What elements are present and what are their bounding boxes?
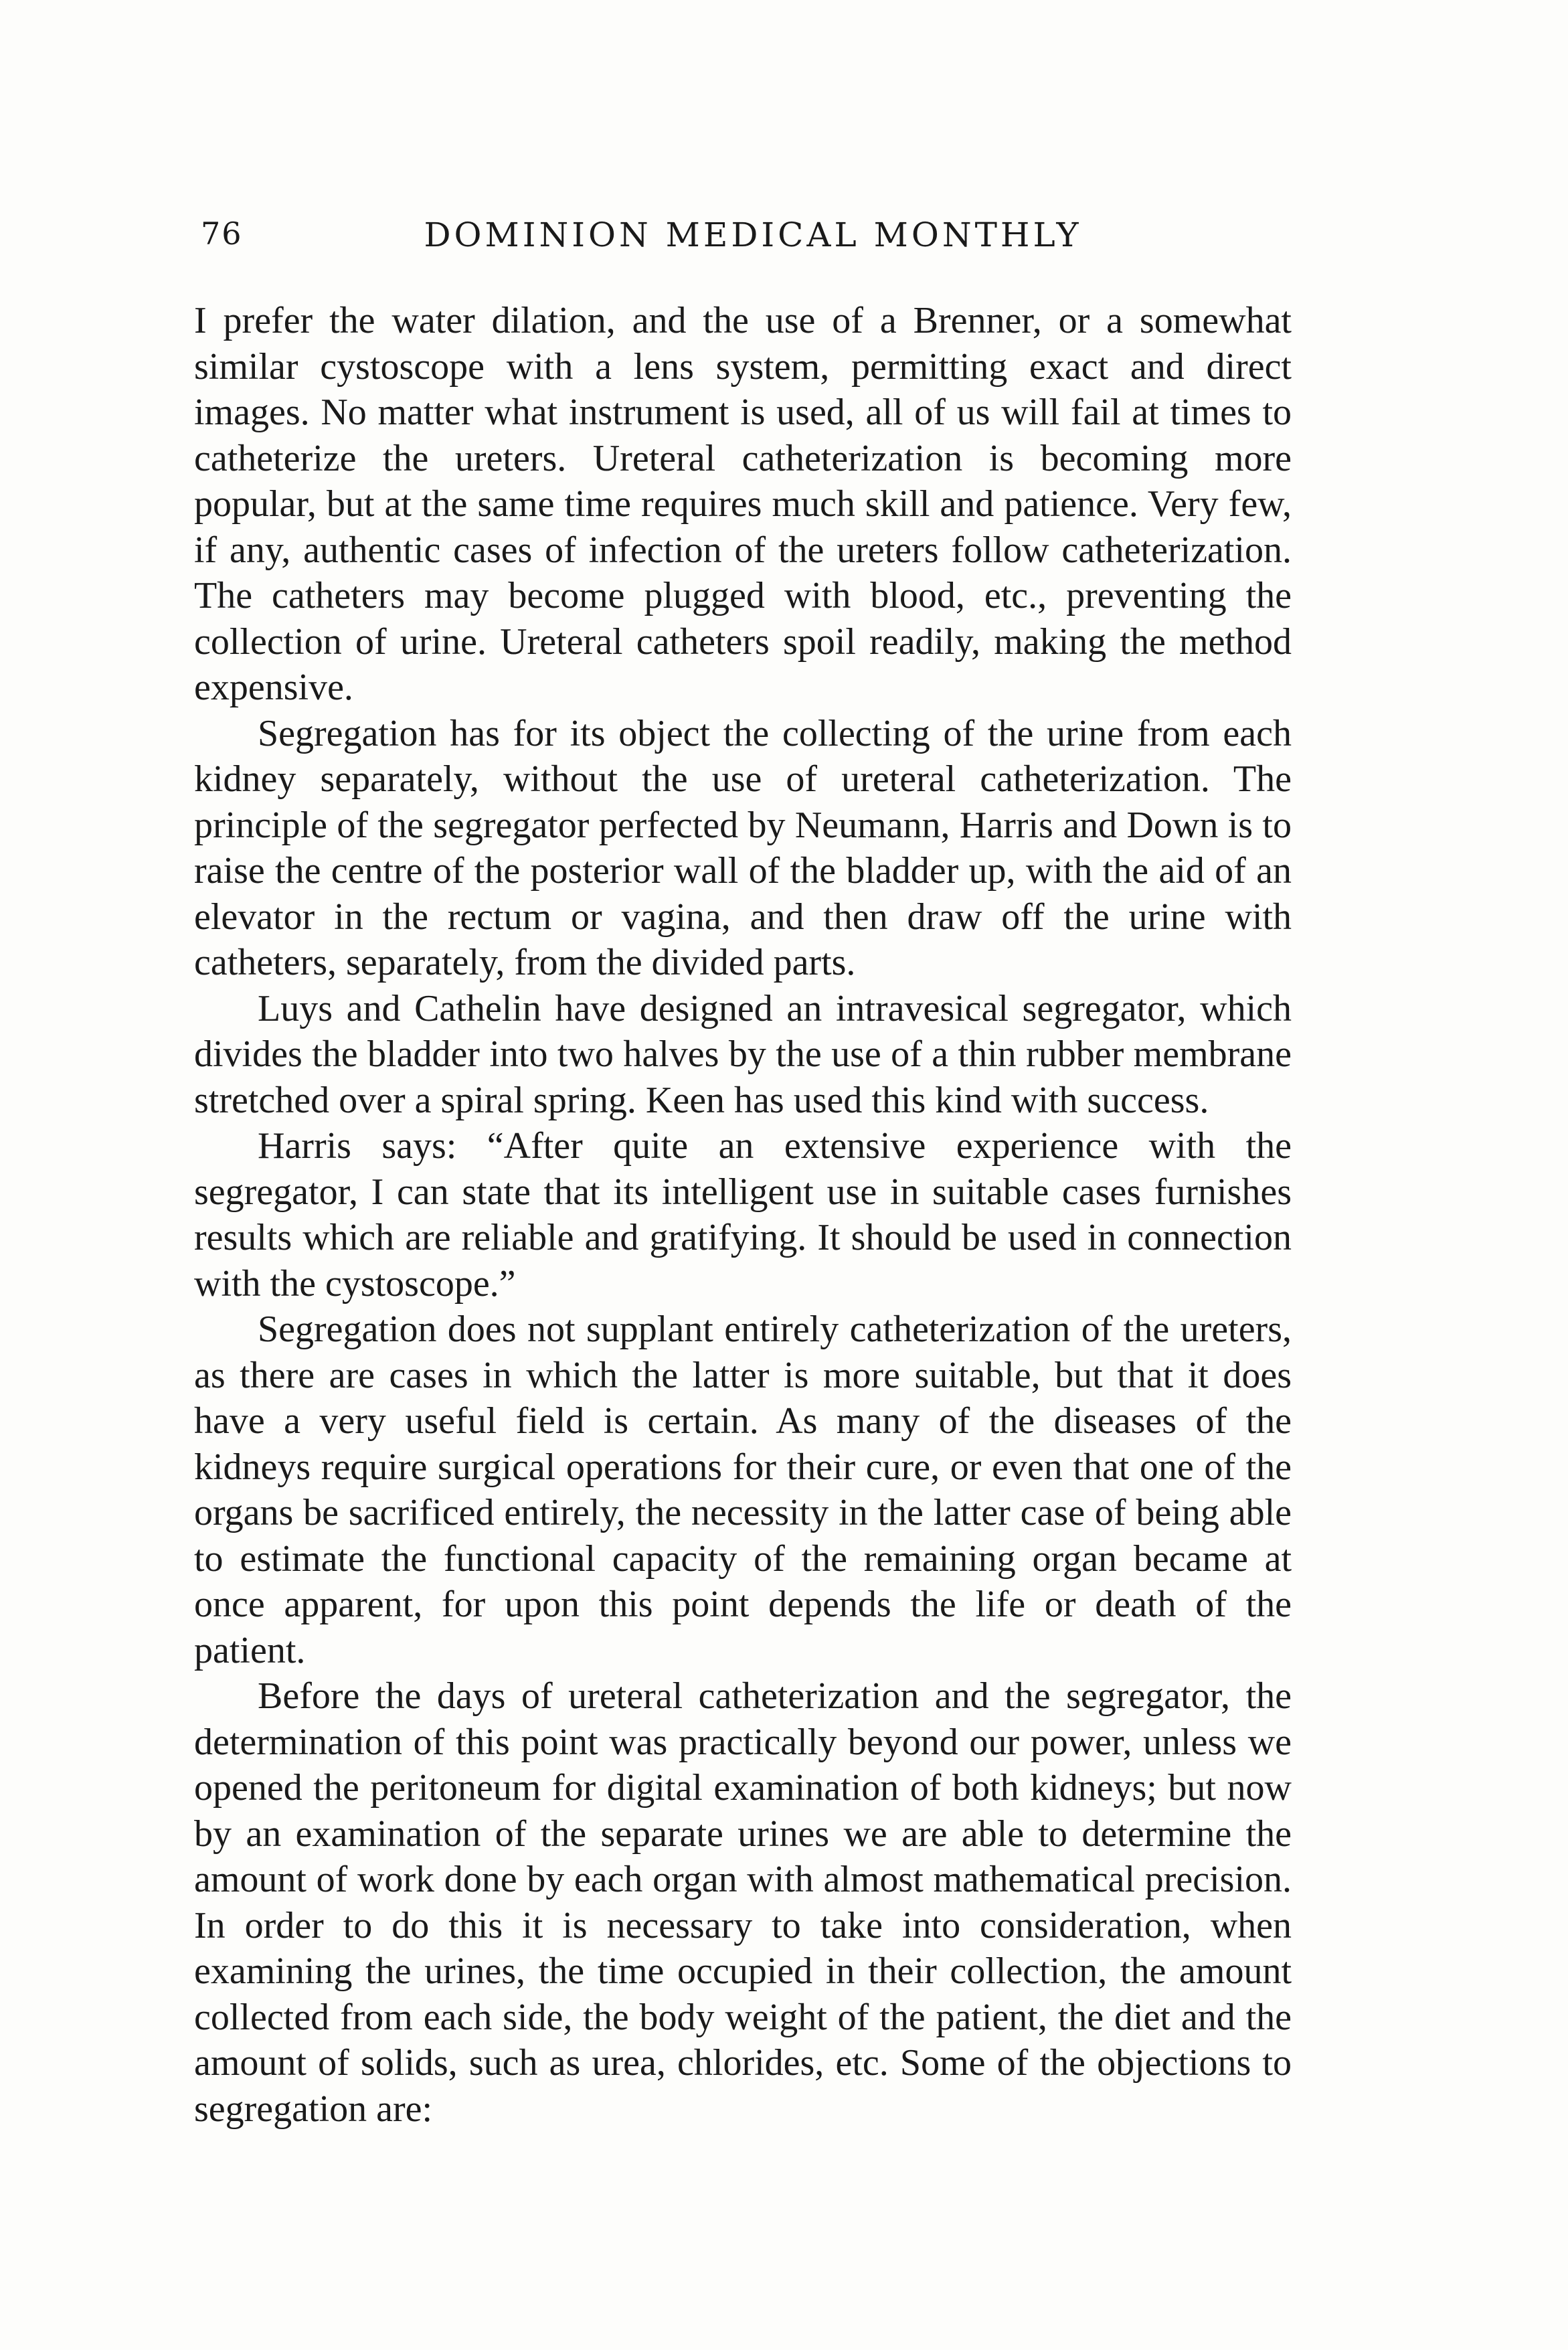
running-head: [201, 216, 1305, 262]
journal-title: DOMINION MEDICAL MONTHLY: [424, 216, 1082, 254]
paragraph-harris-quote: Harris says: “After quite an extensive experience with the segregator, I can state that its intelligent use in suitable cases furnishes results which are reliable and gratifying. It should be used in connection with the cystoscope.”: [194, 1125, 1292, 1305]
paragraph-segregation-object: Segregation has for its object the collecting of the urine from each kidney separately, without the use of ureteral catheterization. The principle of the segregator perfected by Neumann, Harris and Down is to raise the centre of the posterior wall of the bladder up, with the aid of an elevator in the rectum or vagina, and then draw off the urine with catheters, separately, from the divided parts.: [194, 712, 1292, 983]
page-number: 76: [201, 216, 243, 252]
paragraph-luys-cathelin: Luys and Cathelin have designed an intravesical segregator, which divides the bladder into two halves by the use of a thin rubber membrane stretched over a spiral spring. Keen has used this kind with success.: [194, 987, 1292, 1121]
paragraph-before-the-days: Before the days of ureteral catheterization and the segregator, the determination of this point was practically beyond our power, unless we opened the peritoneum for digital examination of both kidneys; but now by an examination of the separate urines we are able to determine the amount of work done by each organ with almost mathematical precision. In order to do this it is necessary to take into consideration, when examining the urines, the time occupied in their collection, the amount collected from each side, the body weight of the patient, the diet and the amount of solids, such as urea, chlorides, etc. Some of the objections to segregation are:: [194, 1675, 1292, 2130]
paragraph-segregation-field: Segregation does not supplant entirely catheterization of the ureters, as there are cases in which the latter is more suitable, but that it does have a very useful field is certain. As many of the diseases of the kidneys require surgical operations for their cure, or even that one of the organs be sacrificed entirely, the necessity in the latter case of being able to estimate the functional capacity of the remaining organ became at once apparent, for upon this point depends the life or death of the patient.: [194, 1309, 1292, 1671]
paragraph-ureteral-catheterization: I prefer the water dilation, and the use of a Brenner, or a somewhat similar cystoscope with a lens system, permitting exact and direct images. No matter what instrument is used, all of us will fail at times to catheterize the ureters. Ureteral catheterization is becoming more popular, but at the same time requires much skill and patience. Very few, if any, authentic cases of infection of the ureters follow catheterization. The catheters may become plugged with blood, etc., preventing the collection of urine. Ureteral catheters spoil readily, making the method expensive.: [194, 300, 1292, 708]
body-text: [194, 298, 1292, 2132]
